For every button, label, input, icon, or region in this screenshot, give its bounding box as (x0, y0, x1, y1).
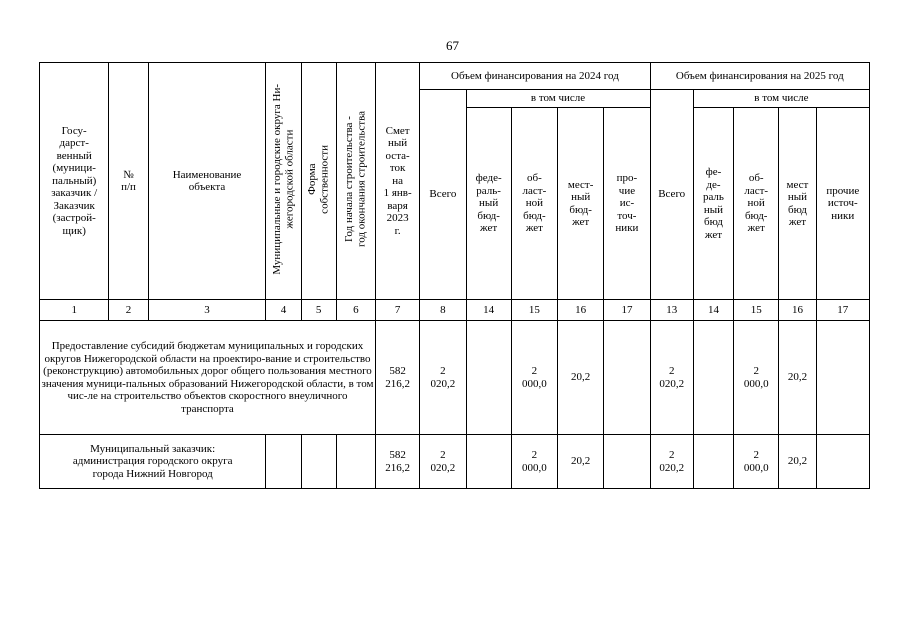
cell-municipality (266, 435, 301, 489)
column-number: 4 (266, 300, 301, 321)
cell-regional-2024: 2 000,0 (511, 435, 557, 489)
column-number: 3 (148, 300, 266, 321)
cell-federal-2025 (693, 435, 733, 489)
cell-federal-2024 (466, 435, 511, 489)
column-number: 15 (734, 300, 779, 321)
cell-remainder: 582 216,2 (375, 321, 419, 435)
header-including-2024: в том числе (466, 90, 650, 108)
cell-total-2024: 2 020,2 (420, 321, 466, 435)
row-description: Муниципальный заказчик: администрация городского округа города Нижний Новгород (40, 435, 266, 489)
header-regional-2025: об- ласт- ной бюд- жет (734, 108, 779, 300)
header-including-2025: в том числе (693, 90, 869, 108)
column-number: 16 (779, 300, 816, 321)
header-federal-2024: федe- раль- ный бюд- жет (466, 108, 511, 300)
header-other-2025: прочие источ- ники (816, 108, 869, 300)
column-number: 13 (650, 300, 693, 321)
column-number: 5 (301, 300, 336, 321)
header-ownership: Форма собственности (301, 63, 336, 300)
header-object-name: Наименование объекта (148, 63, 266, 300)
cell-local-2025: 20,2 (779, 321, 816, 435)
cell-ownership (301, 435, 336, 489)
cell-total-2024: 2 020,2 (420, 435, 466, 489)
column-number: 8 (420, 300, 466, 321)
cell-regional-2025: 2 000,0 (734, 435, 779, 489)
header-years: Год начала строительства - год окончания строительства (336, 63, 375, 300)
column-number: 14 (466, 300, 511, 321)
column-number: 17 (604, 300, 650, 321)
column-number: 6 (336, 300, 375, 321)
header-federal-2025: фе- де- раль ный бюд жет (693, 108, 733, 300)
table-row (40, 435, 870, 489)
header-financing-2024: Объем финансирования на 2024 год (420, 63, 650, 90)
cell-regional-2025: 2 000,0 (734, 321, 779, 435)
cell-federal-2024 (466, 321, 511, 435)
cell-other-2025 (816, 321, 869, 435)
cell-years (336, 435, 375, 489)
cell-other-2025 (816, 435, 869, 489)
cell-other-2024 (604, 435, 650, 489)
header-regional-2024: об- ласт- ной бюд- жет (511, 108, 557, 300)
page-number: 67 (446, 38, 459, 53)
column-number: 14 (693, 300, 733, 321)
header-local-2024: мест- ный бюд- жет (558, 108, 604, 300)
row-description: Предоставление субсидий бюджетам муниципальных и городских округов Нижегородской области на проектиро-вание и строительство (реконструкцию) автомобильных дорог общего пользования местного значения муници-пальных образований Нижегородской области, в том чис-ле на строительство объектов скоростного внеуличного транспорта (40, 321, 376, 435)
column-number: 16 (558, 300, 604, 321)
header-customer: Госу- дарст- венный (муници- пальный) заказчик / Заказчик (застрой- щик) (40, 63, 109, 300)
cell-federal-2025 (693, 321, 733, 435)
header-other-2024: про- чие ис- точ- ники (604, 108, 650, 300)
cell-total-2025: 2 020,2 (650, 435, 693, 489)
column-number: 17 (816, 300, 869, 321)
column-number: 15 (511, 300, 557, 321)
cell-regional-2024: 2 000,0 (511, 321, 557, 435)
cell-remainder: 582 216,2 (375, 435, 419, 489)
cell-local-2025: 20,2 (779, 435, 816, 489)
header-local-2025: мест ный бюд жет (779, 108, 816, 300)
header-remainder: Смет ный оста- ток на 1 янв- варя 2023 г. (375, 63, 419, 300)
header-total-2024: Всего (420, 90, 466, 300)
header-number: № п/п (109, 63, 148, 300)
header-financing-2025: Объем финансирования на 2025 год (650, 63, 869, 90)
cell-local-2024: 20,2 (558, 435, 604, 489)
header-total-2025: Всего (650, 90, 693, 300)
header-municipalities: Муниципальные и городские округа Ни- жегородской области (266, 63, 301, 300)
cell-local-2024: 20,2 (558, 321, 604, 435)
column-number: 7 (375, 300, 419, 321)
column-number: 1 (40, 300, 109, 321)
cell-total-2025: 2 020,2 (650, 321, 693, 435)
column-number: 2 (109, 300, 148, 321)
table-row (40, 321, 870, 435)
column-number-row (40, 300, 870, 321)
cell-other-2024 (604, 321, 650, 435)
financing-table (39, 62, 870, 489)
